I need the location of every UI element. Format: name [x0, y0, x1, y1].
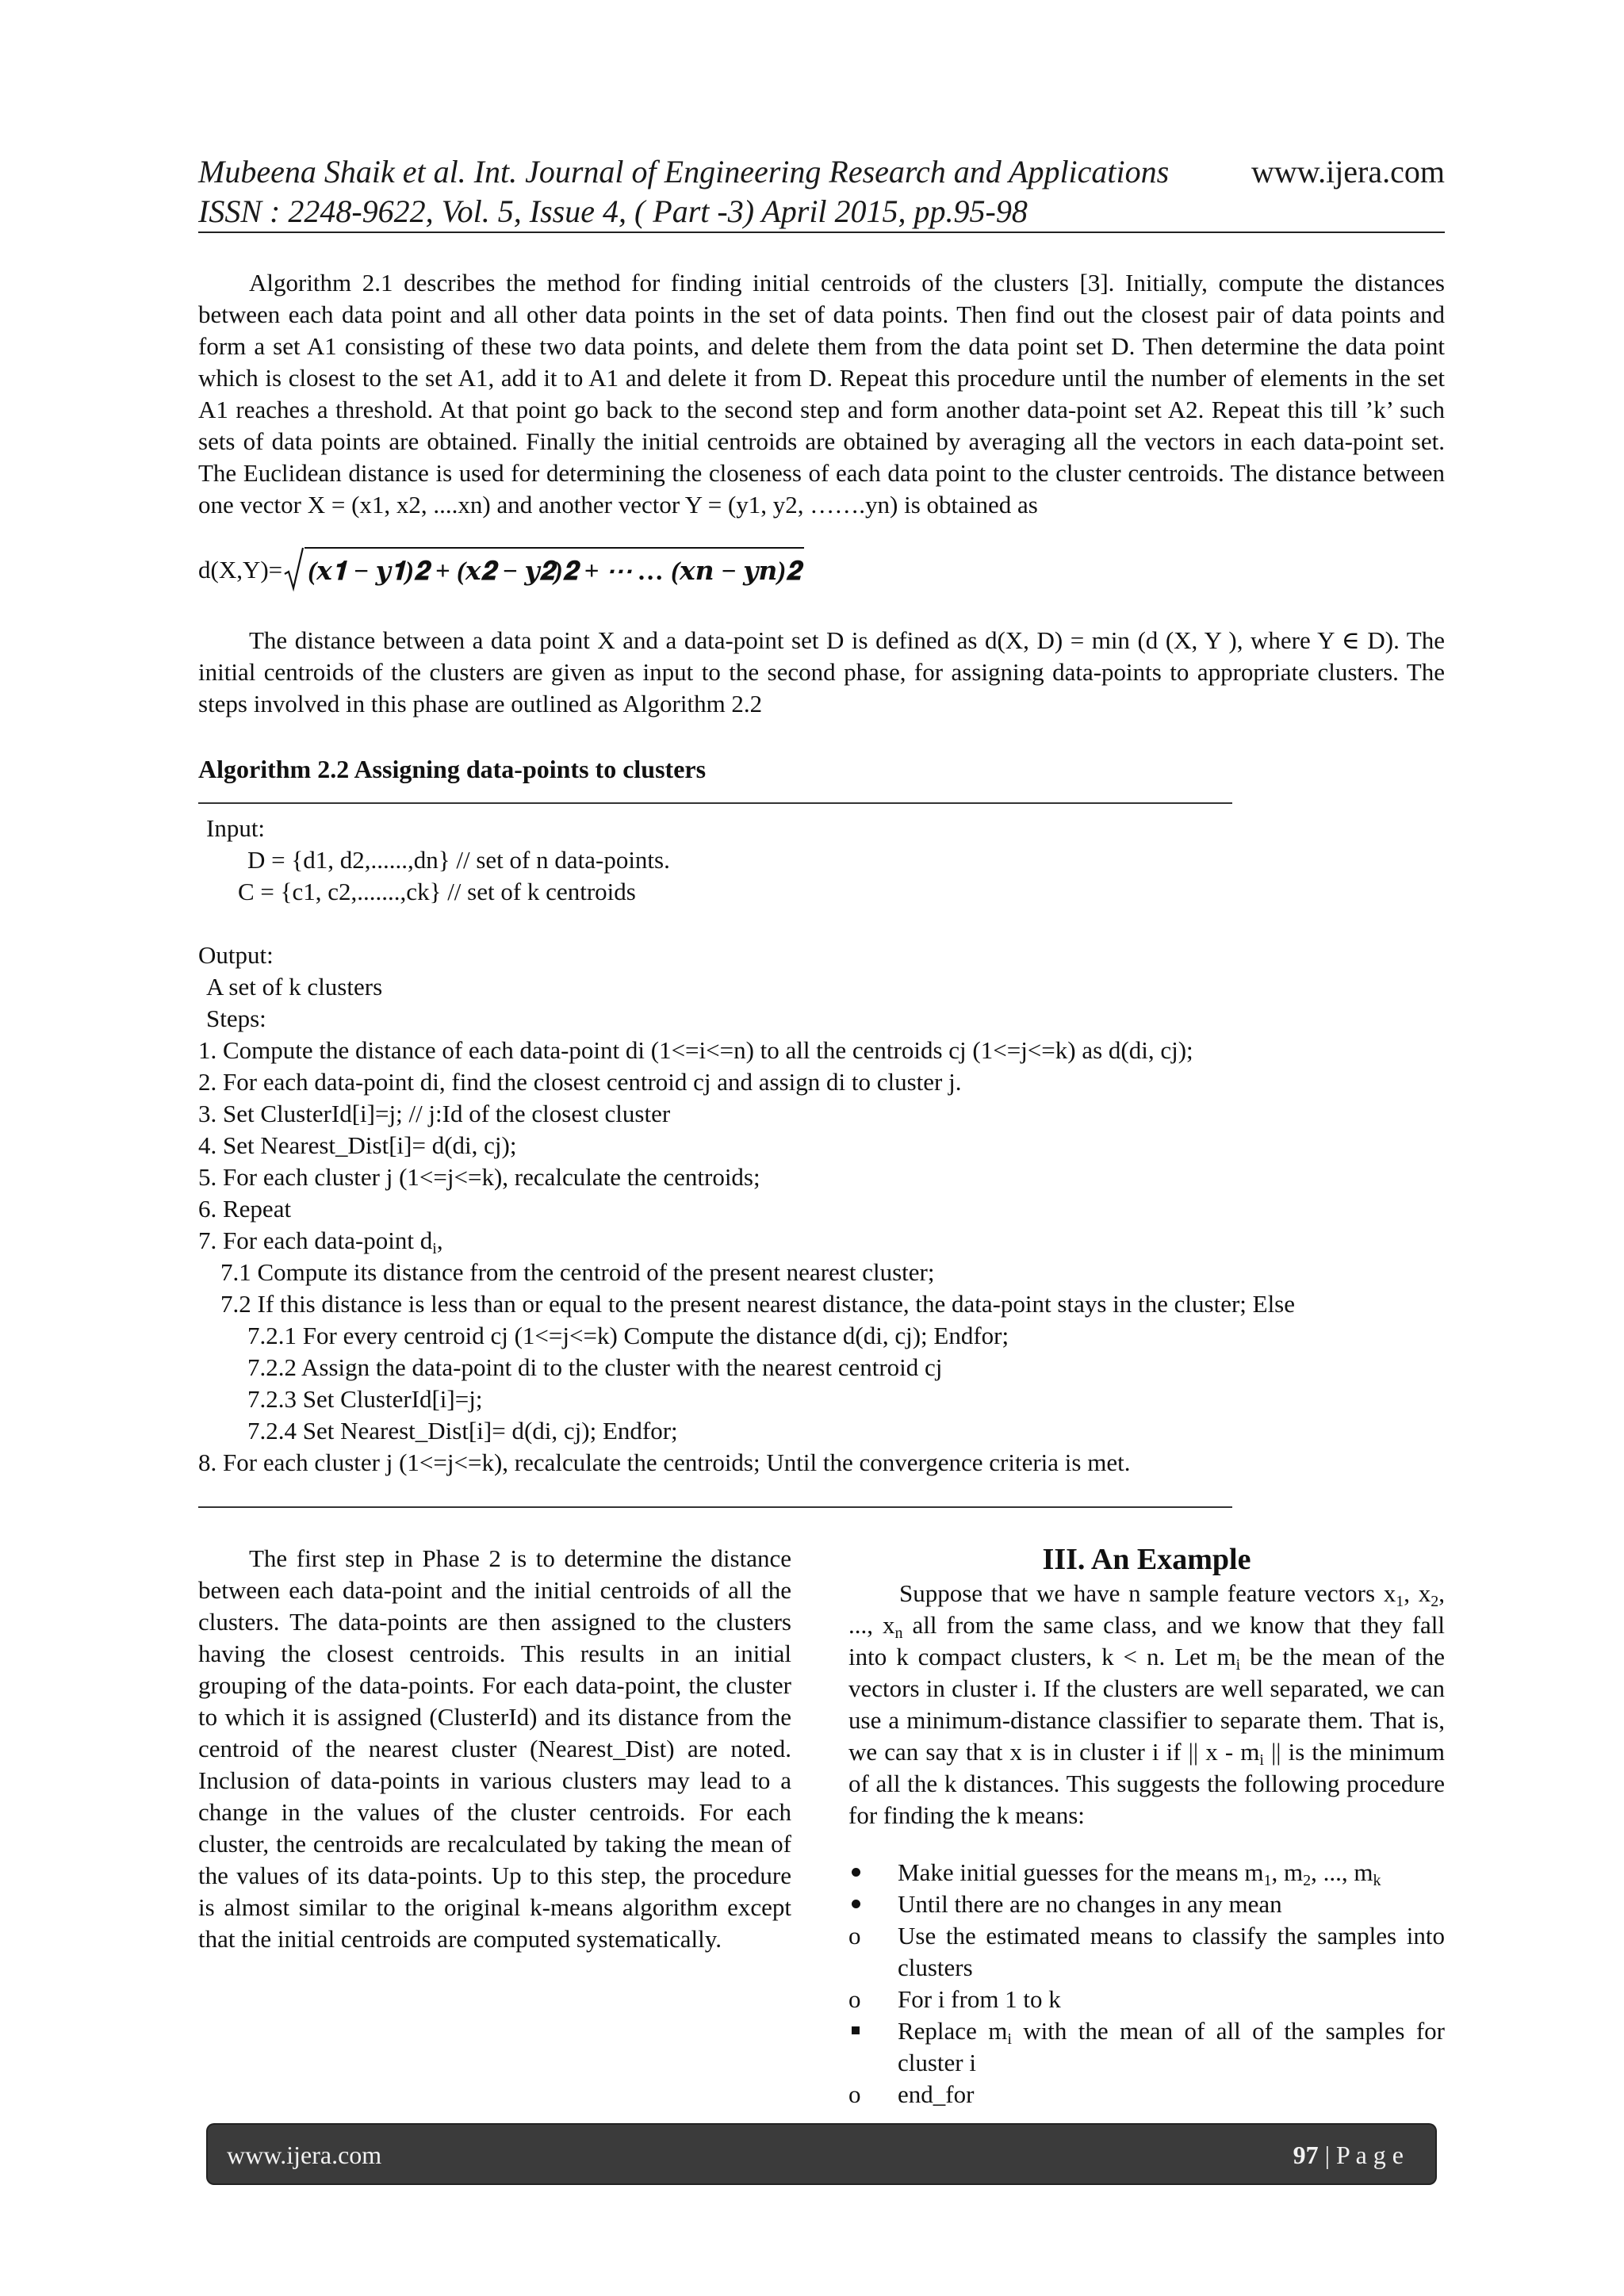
li1-text: Make initial guesses for the means m [898, 1858, 1264, 1886]
algorithm-title: Algorithm 2.2 Assigning data-points to clusters [198, 755, 707, 783]
footer-website-link[interactable]: www.ijera.com [227, 2141, 382, 2169]
example-text-3: , ..., x [848, 1579, 1446, 1639]
algorithm-steps-label: Steps: [206, 1004, 266, 1032]
square-root [284, 547, 804, 593]
circle-bullet-icon [848, 2079, 898, 2110]
subscript: i [1007, 2030, 1012, 2048]
algorithm-step-2: 2. For each data-point di, find the closest centroid cj and assign di to cluster j. [198, 1068, 962, 1096]
radical-sign-icon [284, 547, 304, 593]
example-text-1: Suppose that we have n sample feature vectors x [899, 1579, 1396, 1607]
list-item [848, 2015, 1445, 2079]
list-item-text [898, 1857, 1445, 1888]
bullet-icon [848, 1888, 898, 1920]
circle-bullet-icon [848, 1984, 898, 2015]
subscript: 1 [1263, 1872, 1272, 1889]
example-text-6: || is the minimum of all the k distances. This suggests the following procedure for finding the k means: [848, 1738, 1445, 1829]
circle-marker: o [848, 1985, 861, 2013]
section-heading: III. An Example [1042, 1543, 1251, 1576]
example-paragraph [848, 1578, 1445, 1831]
algorithm-body [198, 813, 1467, 1479]
li5-text-2: with the mean of all of the samples for cluster i [898, 2017, 1445, 2076]
footer-page-number [1293, 2141, 1404, 2169]
subscript: k [1373, 1872, 1381, 1889]
intro-paragraph: Algorithm 2.1 describes the method for finding initial centroids of the clusters [3]. Initially, compute the distances between each data point and all other data points in the set of data points. Then find out the closest pair of data points and form a set A1 consisting of these two data points, and delete them from the data point set D. Then determine the data point which is closest to the set A1, add it to A1 and delete it from D. Repeat this procedure until the number of elements in the set A1 reaches a threshold. At that point go back to the second step and form another data-point set A2. Repeat this till ’k’ such sets of data points are obtained. Finally the initial centroids are obtained by averaging all the vectors in each data-point set. The Euclidean distance is used for determining the closeness of each data point to the cluster centroids. The distance between one vector X = (x1, x2, ....xn) and another vector Y = (y1, y2, …….yn) is obtained as [198, 269, 1445, 519]
journal-issn-line: ISSN : 2248-9622, Vol. 5, Issue 4, ( Part -3) April 2015, pp.95-98 [198, 193, 1028, 229]
list-item [848, 2079, 1445, 2110]
algorithm-input-c: C = {c1, c2,.......,ck} // set of k centroids [238, 878, 636, 905]
list-item-text: For i from 1 to k [898, 1985, 1061, 2013]
list-item-text [898, 2015, 1445, 2079]
algorithm-step-7-2-1: 7.2.1 For every centroid cj (1<=j<=k) Compute the distance d(di, cj); Endfor; [247, 1322, 1009, 1349]
page-label: | P a g e [1318, 2141, 1404, 2169]
algorithm-top-rule [198, 802, 1232, 804]
euclidean-distance-formula [198, 547, 804, 593]
page-footer [208, 2125, 1435, 2183]
algorithm-step-7-1: 7.1 Compute its distance from the centroid of the present nearest cluster; [220, 1258, 935, 1286]
page-number: 97 [1293, 2141, 1319, 2169]
algorithm-step-5: 5. For each cluster j (1<=j<=k), recalculate the centroids; [198, 1163, 760, 1191]
square-bullet-icon [848, 2015, 898, 2079]
algorithm-step-6: 6. Repeat [198, 1195, 292, 1223]
algorithm-step-7-2-2: 7.2.2 Assign the data-point di to the cluster with the nearest centroid cj [247, 1353, 943, 1381]
bullet-icon [848, 1857, 898, 1888]
subscript: i [1235, 1656, 1241, 1674]
distance-definition-paragraph: The distance between a data point X and a data-point set D is defined as d(X, D) = min (d (X, Y ), where Y ∈ D). The initial centroids of the clusters are given as input to the second phase, for assigning data-points to appropriate clusters. The steps involved in this phase are outlined as Algorithm 2.2 [198, 626, 1445, 718]
algorithm-step-7-2-3: 7.2.3 Set ClusterId[i]=j; [247, 1385, 483, 1413]
journal-citation-line: Mubeena Shaik et al. Int. Journal of Engineering Research and Applications [198, 154, 1170, 189]
circle-marker: o [848, 1922, 861, 1950]
journal-header [198, 152, 1229, 232]
list-item [848, 1984, 1445, 2015]
list-item [848, 1888, 1445, 1920]
step-7-suffix: , [436, 1226, 443, 1254]
algorithm-bottom-rule [198, 1506, 1232, 1508]
algorithm-input-label: Input: [206, 814, 266, 842]
algorithm-input-d: D = {d1, d2,......,dn} // set of n data-points. [247, 846, 670, 874]
formula-lhs: d(X,Y)= [198, 556, 283, 584]
list-item-text: Use the estimated means to classify the samples into clusters [898, 1922, 1445, 1981]
list-item-text: end_for [898, 2080, 975, 2108]
subscript: 1 [1396, 1593, 1404, 1610]
example-text-2: , x [1404, 1579, 1431, 1607]
li1-text-2: , m [1271, 1858, 1304, 1886]
circle-marker: o [848, 2080, 861, 2108]
algorithm-step-7-2: 7.2 If this distance is less than or equal to the present nearest distance, the data-point stays in the cluster; Else [220, 1290, 1296, 1318]
algorithm-step-8: 8. For each cluster j (1<=j<=k), recalculate the centroids; Until the convergence criteria is met. [198, 1448, 1131, 1476]
li1-text-3: , ..., m [1311, 1858, 1373, 1886]
circle-bullet-icon [848, 1920, 898, 1984]
blank-line [198, 908, 1467, 939]
kmeans-procedure-list [848, 1857, 1445, 2110]
algorithm-step-1: 1. Compute the distance of each data-point di (1<=i<=n) to all the centroids cj (1<=j<=k) as d(di, cj); [198, 1036, 1193, 1064]
subscript: i [1259, 1751, 1264, 1769]
step-7-text: 7. For each data-point d [198, 1226, 433, 1254]
left-column-paragraph: The first step in Phase 2 is to determine the distance between each data-point and the initial centroids of all the clusters. The data-points are then assigned to the clusters having the closest centroids. This results in an initial grouping of the data-points. For each data-point, the cluster to which it is assigned (ClusterId) and its distance from the centroid of the nearest cluster (Nearest_Dist) are noted. Inclusion of data-points in various clusters may lead to a change in the values of the cluster centroids. For each cluster, the centroids are recalculated by taking the mean of the values of its data-points. Up to this step, the procedure is almost similar to the original k-means algorithm except that the initial centroids are computed systematically. [198, 1544, 791, 1953]
algorithm-step-7 [198, 1225, 1467, 1257]
algorithm-step-4: 4. Set Nearest_Dist[i]= d(di, cj); [198, 1131, 517, 1159]
algorithm-step-3: 3. Set ClusterId[i]=j; // j:Id of the closest cluster [198, 1100, 671, 1127]
list-item [848, 1920, 1445, 1984]
li5-text: Replace m [898, 2017, 1008, 2045]
subscript: n [894, 1624, 903, 1642]
header-divider [198, 232, 1445, 233]
example-text-4: all from the same class, and we know that they fall into k compact clusters, k < n. Let m [848, 1611, 1446, 1670]
formula-radicand: (𝒙𝟏 − 𝒚𝟏)𝟐 + (𝒙𝟐 − 𝒚𝟐)𝟐 + ⋯ … (𝒙𝒏 − 𝒚𝒏)𝟐 [304, 547, 804, 593]
list-item [848, 1857, 1445, 1888]
list-item-text: Until there are no changes in any mean [898, 1890, 1282, 1918]
algorithm-output-value: A set of k clusters [206, 973, 383, 1001]
step-7-subscript: i [432, 1240, 437, 1257]
subscript: 2 [1431, 1593, 1439, 1610]
algorithm-step-7-2-4: 7.2.4 Set Nearest_Dist[i]= d(di, cj); Endfor; [247, 1417, 678, 1445]
header-website-link[interactable]: www.ijera.com [1251, 154, 1445, 189]
subscript: 2 [1303, 1872, 1312, 1889]
algorithm-output-label: Output: [198, 941, 274, 969]
example-text-5: be the mean of the vectors in cluster i. If the clusters are well separated, we can use a minimum-distance classifier to separate them. That is, we can say that x is in cluster i if || x - m [848, 1643, 1445, 1766]
